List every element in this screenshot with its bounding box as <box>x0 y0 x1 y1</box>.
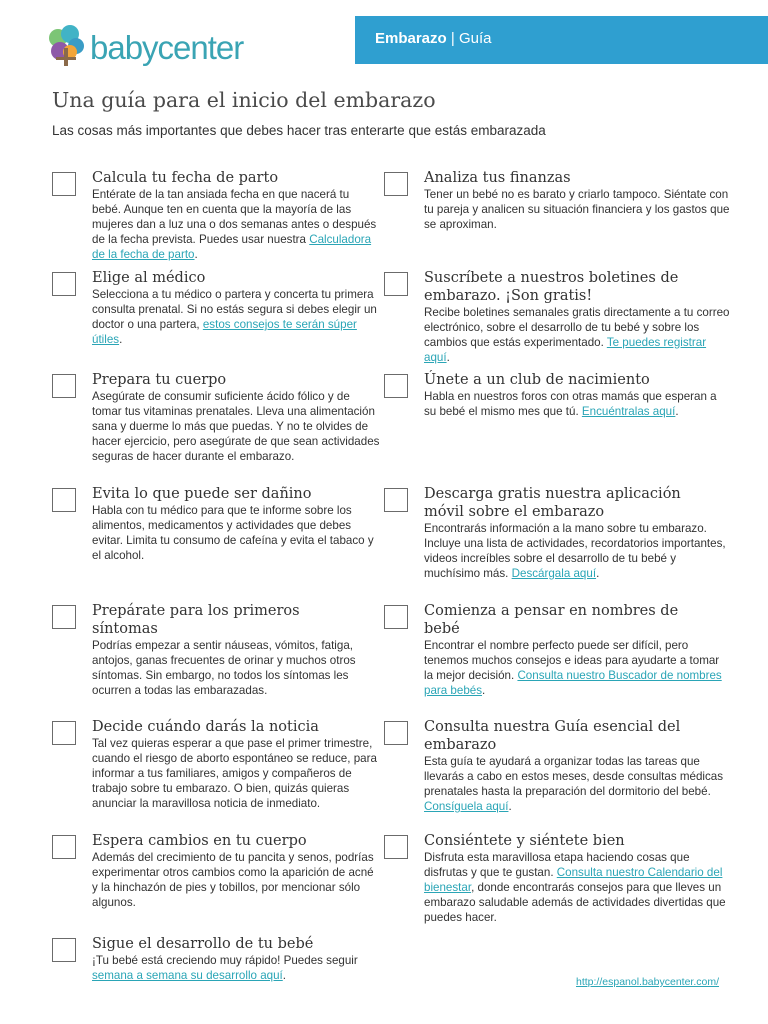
item-title: Espera cambios en tu cuerpo <box>92 833 307 849</box>
banner-bold: Embarazo <box>375 30 447 47</box>
checkbox[interactable] <box>384 835 408 859</box>
item-description: Encontrarás información a la mano sobre tu embarazo. Incluye una lista de actividades, recordatorios importantes, videos increíbles sobre el desarrollo de tu bebé y muchísimo más. Descárgala aquí. <box>424 522 726 580</box>
item-description: Tener un bebé no es barato y criarlo tampoco. Siéntate con tu pareja y analicen su situación financiera y los gastos que se aproximan. <box>424 188 730 231</box>
item-description: Esta guía te ayudará a organizar todas las tareas que llevarás a cabo en estos meses, desde consultas médicas prenatales hasta la preparación del dormitorio del bebé. Consíguela aquí. <box>424 755 724 813</box>
checkbox[interactable] <box>52 938 76 962</box>
item-title: Analiza tus finanzas <box>424 170 571 186</box>
checkbox[interactable] <box>52 272 76 296</box>
item-title: Suscríbete a nuestros boletines de embarazo. ¡Son gratis! <box>424 270 679 304</box>
item-link[interactable]: Consulta nuestro Calendario del bienestar <box>424 866 723 894</box>
item-link[interactable]: Consulta nuestro Buscador de nombres para bebés <box>424 669 722 697</box>
item-description: Habla con tu médico para que te informe sobre los alimentos, medicamentos y actividades que debes evitar. Limita tu consumo de cafeína y evita el tabaco y el alcohol. <box>92 504 374 562</box>
item-title: Consulta nuestra Guía esencial del embarazo <box>424 719 681 753</box>
checkbox[interactable] <box>384 721 408 745</box>
page-title: Una guía para el inicio del embarazo <box>52 88 436 112</box>
item-link[interactable]: Consíguela aquí <box>424 800 509 813</box>
item-link[interactable]: Encuéntralas aquí <box>581 405 676 418</box>
section-banner <box>355 16 768 64</box>
item-description: Asegúrate de consumir suficiente ácido fólico y de tomar tus vitaminas prenatales. Lleva una alimentación sana y duerme lo más que puedas. Y no te olvides de hacer ejercicio, pero asegúrate de que sean actividades seguras de hacer durante el embarazo. <box>92 390 380 463</box>
item-link[interactable]: Descárgala aquí <box>511 567 597 580</box>
item-title: Decide cuándo darás la noticia <box>92 719 319 735</box>
checkbox[interactable] <box>384 374 408 398</box>
item-link[interactable]: estos consejos te serán súper útiles <box>92 318 357 346</box>
item-description: Selecciona a tu médico o partera y concerta tu primera consulta prenatal. Si no estás segura si debes elegir un doctor o una partera, estos consejos te serán súper útiles. <box>92 288 377 346</box>
checkbox[interactable] <box>384 605 408 629</box>
item-description: Además del crecimiento de tu pancita y senos, podrías experimentar otros cambios como la aparición de acné y la hinchazón de pies y tobillos, por mencionar sólo algunos. <box>92 851 374 909</box>
item-title: Únete a un club de nacimiento <box>424 372 650 388</box>
item-title: Prepárate para los primeros síntomas <box>92 603 300 637</box>
checkbox[interactable] <box>52 721 76 745</box>
item-description: Encontrar el nombre perfecto puede ser difícil, pero tenemos muchos consejos e ideas para ayudarte a tomar la mejor decisión. Consulta nuestro Buscador de nombres para bebés. <box>424 639 722 697</box>
tree-logo-icon <box>46 24 86 68</box>
checkbox[interactable] <box>384 272 408 296</box>
babycenter-logo[interactable] <box>46 22 243 70</box>
item-link[interactable]: Te puedes registrar aquí <box>424 336 707 364</box>
item-description: Entérate de la tan ansiada fecha en que nacerá tu bebé. Aunque ten en cuenta que la mayoría de las mujeres dan a luz una o dos semanas antes o después de la fecha prevista. Puedes usar nuestra Calculadora de la fecha de parto. <box>92 188 377 261</box>
item-description: Recibe boletines semanales gratis directamente a tu correo electrónico, sobre el desarrollo de tu bebé y sobre los cambios que estás experimentado. Te puedes registrar aquí. <box>424 306 730 364</box>
item-link[interactable]: Calculadora de la fecha de parto <box>92 233 372 261</box>
checkbox[interactable] <box>52 172 76 196</box>
item-title: Prepara tu cuerpo <box>92 372 227 388</box>
item-title: Elige al médico <box>92 270 206 286</box>
item-link[interactable]: semana a semana su desarrollo aquí <box>92 969 283 982</box>
banner-separator: | <box>446 30 459 47</box>
item-description: Tal vez quieras esperar a que pase el primer trimestre, cuando el riesgo de aborto espontáneo se reduce, para informar a tus familiares, amigos y compañeros de trabajo sobre tu embarazo. O bien, quizás quieras anunciar la maravillosa noticia de inmediato. <box>92 737 377 810</box>
item-title: Consiéntete y siéntete bien <box>424 833 625 849</box>
item-title: Comienza a pensar en nombres de bebé <box>424 603 679 637</box>
checkbox[interactable] <box>384 172 408 196</box>
checkbox[interactable] <box>52 374 76 398</box>
logo-text: babycenter <box>90 29 244 66</box>
page-subtitle: Las cosas más importantes que debes hacer tras enterarte que estás embarazada <box>52 123 546 138</box>
item-description: Podrías empezar a sentir náuseas, vómitos, fatiga, antojos, ganas frecuentes de orinar y muchos otros síntomas. Sin embargo, no todos los síntomas les ocurren a todas las embarazadas. <box>92 639 356 697</box>
footer-url-link[interactable]: http://espanol.babycenter.com/ <box>576 976 720 988</box>
item-description: Habla en nuestros foros con otras mamás que esperan a su bebé el mismo mes que tú. Encuéntralas aquí. <box>424 390 717 418</box>
item-title: Calcula tu fecha de parto <box>92 170 279 186</box>
item-title: Descarga gratis nuestra aplicación móvil sobre el embarazo <box>424 486 681 520</box>
checkbox[interactable] <box>384 488 408 512</box>
item-description: ¡Tu bebé está creciendo muy rápido! Puedes seguir semana a semana su desarrollo aquí. <box>92 954 358 982</box>
banner-label <box>375 30 491 47</box>
checkbox[interactable] <box>52 488 76 512</box>
checkbox[interactable] <box>52 605 76 629</box>
item-title: Evita lo que puede ser dañino <box>92 486 312 502</box>
item-title: Sigue el desarrollo de tu bebé <box>92 936 314 952</box>
checkbox[interactable] <box>52 835 76 859</box>
item-description: Disfruta esta maravillosa etapa haciendo cosas que disfrutas y que te gustan. Consulta nuestro Calendario del bienestar, donde encontrarás consejos para que lleves un embarazo saludable además de actividades divertidas que puedes hacer. <box>424 851 726 924</box>
banner-light: Guía <box>458 30 492 47</box>
